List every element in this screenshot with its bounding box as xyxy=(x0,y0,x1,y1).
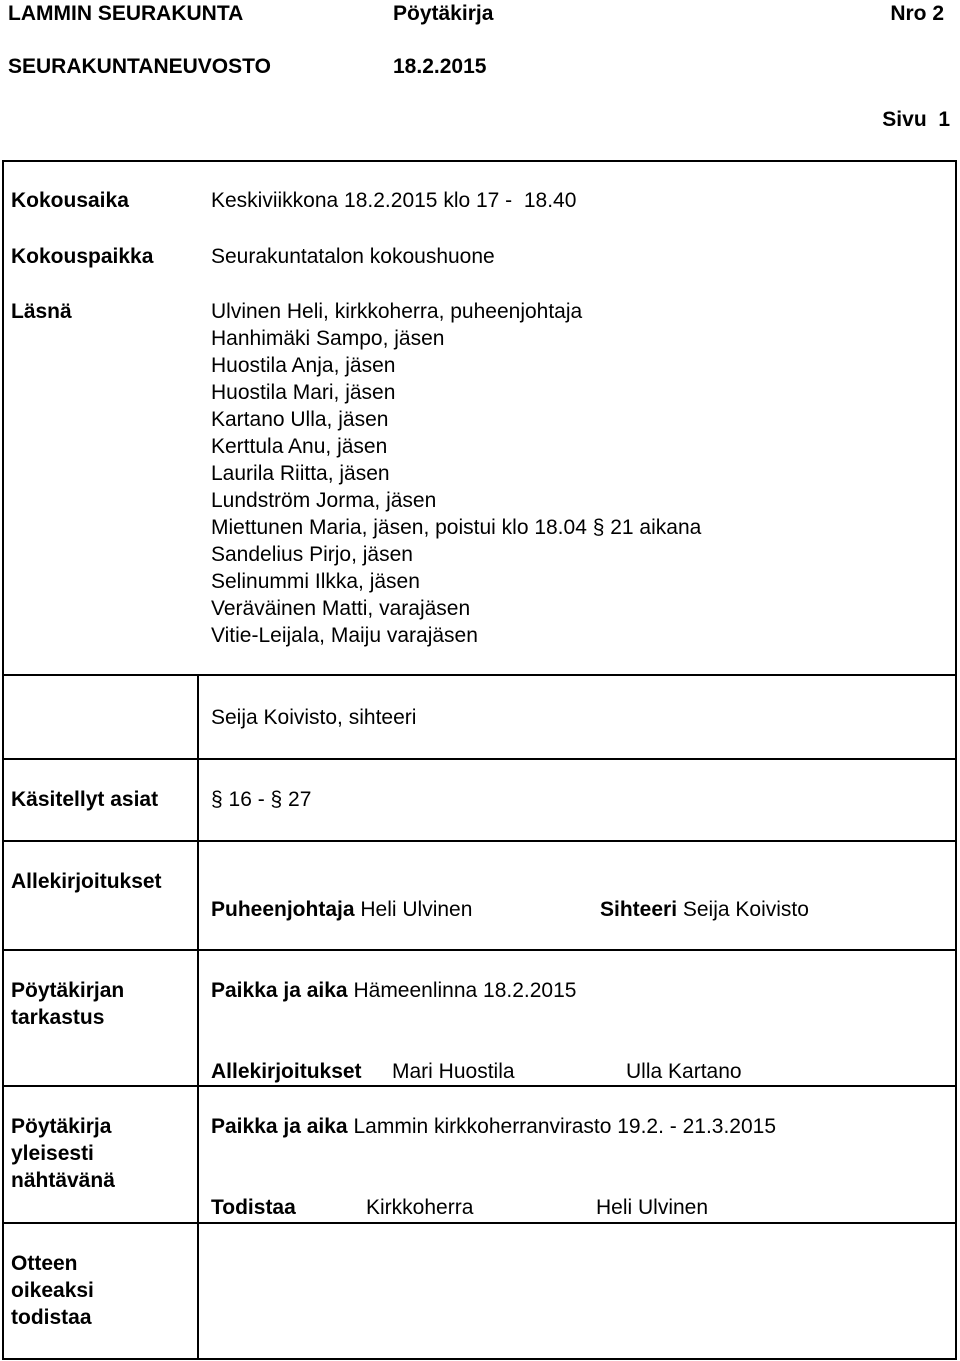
row-divider xyxy=(2,674,957,676)
column-divider xyxy=(197,674,199,1360)
meeting-date: 18.2.2015 xyxy=(393,55,487,78)
attendee: Ulvinen Heli, kirkkoherra, puheenjohtaja xyxy=(211,300,583,323)
review-place-time xyxy=(211,977,576,1004)
public-place-time xyxy=(211,1113,776,1140)
review-label-line: tarkastus xyxy=(11,1006,105,1029)
review-signatures-label: Allekirjoitukset xyxy=(211,1060,362,1083)
governing-body: SEURAKUNTANEUVOSTO xyxy=(8,55,271,78)
page-number: Sivu 1 xyxy=(882,108,950,131)
chair-title: Puheenjohtaja xyxy=(211,898,355,921)
review-place-time-label: Paikka ja aika xyxy=(211,979,348,1002)
attendee: Selinummi Ilkka, jäsen xyxy=(211,570,420,593)
document-type: Pöytäkirja xyxy=(393,2,494,25)
attendee: Kerttula Anu, jäsen xyxy=(211,435,388,458)
attendee: Huostila Anja, jäsen xyxy=(211,354,396,377)
public-label-line: Pöytäkirja xyxy=(11,1115,112,1138)
extract-label-line: oikeaksi xyxy=(11,1279,94,1302)
secretary-attendee: Seija Koivisto, sihteeri xyxy=(211,706,417,729)
table-border-right xyxy=(955,160,957,1360)
attendee: Hanhimäki Sampo, jäsen xyxy=(211,327,445,350)
attendee: Lundström Jorma, jäsen xyxy=(211,489,437,512)
extract-label xyxy=(11,1250,94,1331)
certify-name: Heli Ulvinen xyxy=(596,1196,709,1219)
secretary-title: Sihteeri xyxy=(600,898,678,921)
review-label xyxy=(11,977,124,1031)
items-value: § 16 - § 27 xyxy=(211,788,312,811)
extract-label-line: todistaa xyxy=(11,1306,92,1329)
public-label-line: nähtävänä xyxy=(11,1169,115,1192)
signatures-label: Allekirjoitukset xyxy=(11,870,162,893)
row-divider xyxy=(2,840,957,842)
chair-signature xyxy=(211,896,472,923)
reviewer-name: Mari Huostila xyxy=(392,1060,515,1083)
review-label-line: Pöytäkirjan xyxy=(11,979,125,1002)
table-border-left xyxy=(2,160,4,1360)
row-divider xyxy=(2,1085,957,1087)
row-divider xyxy=(2,949,957,951)
meeting-place-label: Kokouspaikka xyxy=(11,245,154,268)
public-label xyxy=(11,1113,115,1194)
extract-label-line: Otteen xyxy=(11,1252,78,1275)
attendee: Sandelius Pirjo, jäsen xyxy=(211,543,413,566)
certify-title: Kirkkoherra xyxy=(366,1196,474,1219)
attendee: Laurila Riitta, jäsen xyxy=(211,462,390,485)
attendee: Veräväinen Matti, varajäsen xyxy=(211,597,471,620)
row-divider xyxy=(2,1222,957,1224)
table-border-top xyxy=(2,160,957,162)
attendee: Huostila Mari, jäsen xyxy=(211,381,396,404)
public-place-time-label: Paikka ja aika xyxy=(211,1115,348,1138)
public-label-line: yleisesti xyxy=(11,1142,94,1165)
review-place-time-value: Hämeenlinna 18.2.2015 xyxy=(353,979,577,1002)
secretary-signature xyxy=(600,896,809,923)
public-place-time-value: Lammin kirkkoherranvirasto 19.2. - 21.3.2015 xyxy=(353,1115,777,1138)
attendee-list xyxy=(211,298,701,649)
document-number: Nro 2 xyxy=(890,2,944,25)
items-label: Käsitellyt asiat xyxy=(11,788,159,811)
secretary-name: Seija Koivisto xyxy=(682,898,809,921)
attendee: Miettunen Maria, jäsen, poistui klo 18.04 § 21 aikana xyxy=(211,516,702,539)
present-label: Läsnä xyxy=(11,300,72,323)
org-name: LAMMIN SEURAKUNTA xyxy=(8,2,244,25)
attendee: Kartano Ulla, jäsen xyxy=(211,408,389,431)
table-border-bottom xyxy=(2,1358,957,1360)
reviewer-name: Ulla Kartano xyxy=(626,1060,742,1083)
attendee: Vitie-Leijala, Maiju varajäsen xyxy=(211,624,478,647)
meeting-time-value: Keskiviikkona 18.2.2015 klo 17 - 18.40 xyxy=(211,189,577,212)
meeting-place-value: Seurakuntatalon kokoushuone xyxy=(211,245,495,268)
chair-name: Heli Ulvinen xyxy=(360,898,473,921)
meeting-time-label: Kokousaika xyxy=(11,189,129,212)
certify-label: Todistaa xyxy=(211,1196,296,1219)
row-divider xyxy=(2,758,957,760)
